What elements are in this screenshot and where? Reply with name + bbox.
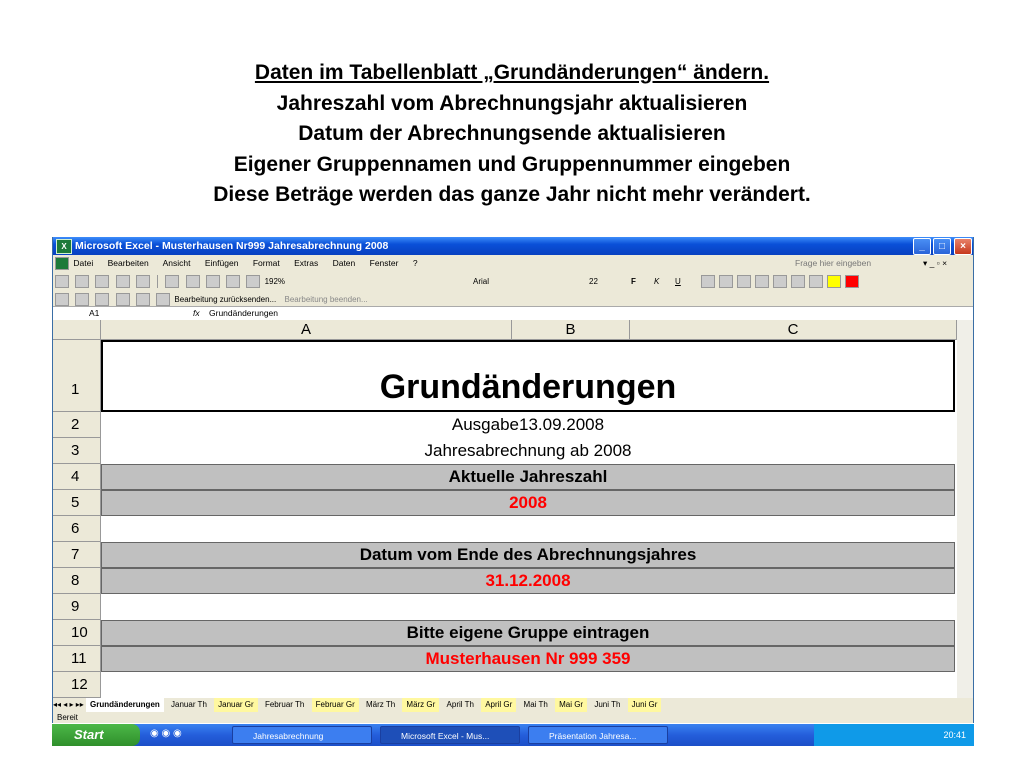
review-icon-3[interactable] (95, 293, 109, 306)
row-header-7[interactable]: 7 (53, 542, 101, 568)
tab-mai-th[interactable]: Mai Th (523, 700, 548, 709)
task-jahresabrechnung[interactable]: Jahresabrechnung (232, 726, 372, 744)
font-color-icon[interactable] (845, 275, 859, 288)
review-icon-5[interactable] (136, 293, 150, 306)
instruction-line-1: Daten im Tabellenblatt „Grundänderungen“ ändern. (254, 61, 770, 84)
undo-icon[interactable] (165, 275, 179, 288)
sheet-tab-bar (53, 698, 973, 712)
close-button[interactable]: × (954, 238, 972, 255)
status-bar: Bereit (57, 713, 78, 722)
tab-februar-th[interactable]: Februar Th (264, 700, 305, 709)
review-icon-2[interactable] (75, 293, 89, 306)
menu-daten[interactable]: Daten (332, 258, 356, 268)
taskbar (52, 724, 974, 746)
fill-color-icon[interactable] (827, 275, 841, 288)
reply-changes-button[interactable]: Bearbeitung zurücksenden... (174, 295, 277, 304)
task-praesentation[interactable]: Präsentation Jahresa... (528, 726, 668, 744)
underline-button[interactable]: U (675, 277, 681, 286)
menu-bearbeiten[interactable]: Bearbeiten (107, 258, 149, 268)
align-right-icon[interactable] (737, 275, 751, 288)
workbook-icon[interactable] (55, 257, 69, 270)
column-header-c[interactable]: C (630, 320, 957, 340)
doc-window-controls[interactable]: ▾ _ ▫ × (923, 258, 948, 268)
menu-format[interactable]: Format (252, 258, 280, 268)
row-header-8[interactable]: 8 (53, 568, 101, 594)
euro-icon[interactable] (773, 275, 787, 288)
menu-extras[interactable]: Extras (294, 258, 319, 268)
alignment-icons[interactable] (699, 272, 861, 291)
select-all-corner[interactable] (53, 320, 101, 340)
italic-button[interactable]: K (654, 277, 660, 286)
tab-januar-th[interactable]: Januar Th (171, 700, 207, 709)
sum-icon[interactable] (206, 275, 220, 288)
zoom-select[interactable]: 192% (264, 277, 286, 286)
tab-maerz-gr[interactable]: März Gr (402, 698, 439, 712)
end-review-button[interactable]: Bearbeitung beenden... (284, 295, 368, 304)
vertical-scrollbar[interactable] (957, 320, 973, 698)
align-left-icon[interactable] (701, 275, 715, 288)
tab-mai-gr[interactable]: Mai Gr (555, 698, 587, 712)
column-header-b[interactable]: B (512, 320, 630, 340)
cell-a3-subtitle[interactable]: Jahresabrechnung ab 2008 (424, 441, 632, 460)
print-icon[interactable] (116, 275, 130, 288)
menu-help[interactable]: ? (412, 258, 418, 268)
menu-einfuegen[interactable]: Einfügen (204, 258, 239, 268)
excel-window (52, 237, 974, 723)
instruction-line-2: Jahreszahl vom Abrechnungsjahr aktualisieren (276, 91, 748, 115)
row-header-2[interactable]: 2 (53, 412, 101, 438)
preview-icon[interactable] (136, 275, 150, 288)
sort-icon[interactable] (226, 275, 240, 288)
bold-button[interactable]: F (631, 277, 636, 286)
new-icon[interactable] (55, 275, 69, 288)
minimize-button[interactable]: _ (913, 238, 931, 255)
save-icon[interactable] (95, 275, 109, 288)
system-tray (814, 724, 974, 746)
cell-a10-group-label[interactable]: Bitte eigene Gruppe eintragen (101, 620, 955, 646)
review-icon-1[interactable] (55, 293, 69, 306)
hyperlink-icon[interactable] (186, 275, 200, 288)
tab-juni-th[interactable]: Juni Th (594, 700, 621, 709)
tab-scroll-icons[interactable]: ◂◂ ◂ ▸ ▸▸ (53, 700, 84, 709)
menu-ansicht[interactable]: Ansicht (162, 258, 191, 268)
column-header-a[interactable]: A (101, 320, 512, 340)
maximize-button[interactable]: □ (933, 238, 951, 255)
align-center-icon[interactable] (719, 275, 733, 288)
font-name-select[interactable]: Arial (473, 277, 490, 286)
row-header-10[interactable]: 10 (53, 620, 101, 646)
formula-input[interactable]: Grundänderungen (209, 308, 279, 318)
indent-icon[interactable] (791, 275, 805, 288)
tab-februar-gr[interactable]: Februar Gr (312, 698, 359, 712)
help-search-input[interactable]: Frage hier eingeben (795, 258, 872, 268)
window-title: Microsoft Excel - Musterhausen Nr999 Jahresabrechnung 2008 (75, 240, 389, 252)
tab-juni-gr[interactable]: Juni Gr (628, 698, 662, 712)
font-size-select[interactable]: 22 (589, 277, 598, 286)
name-box[interactable]: A1 (89, 308, 100, 318)
tab-grundaenderungen[interactable]: Grundänderungen (86, 698, 164, 712)
menu-fenster[interactable]: Fenster (369, 258, 399, 268)
row-header-4[interactable]: 4 (53, 464, 101, 490)
title-bar[interactable] (53, 237, 973, 255)
merge-icon[interactable] (755, 275, 769, 288)
row-header-3[interactable]: 3 (53, 438, 101, 464)
cell-a11-group-value[interactable]: Musterhausen Nr 999 359 (101, 646, 955, 672)
review-icon-6[interactable] (156, 293, 170, 306)
tab-april-th[interactable]: April Th (446, 700, 474, 709)
instruction-line-4: Eigener Gruppennamen und Gruppennummer eingeben (233, 152, 791, 176)
fx-icon: fx (193, 308, 200, 318)
instruction-line-3: Datum der Abrechnungsende aktualisieren (298, 122, 726, 145)
row-header-1[interactable]: 1 (53, 340, 101, 412)
row-header-6[interactable]: 6 (53, 516, 101, 542)
review-icon-4[interactable] (116, 293, 130, 306)
standard-toolbar (53, 272, 973, 291)
row-header-11[interactable]: 11 (53, 646, 101, 672)
slide-instructions (0, 58, 1024, 211)
clock: 20:41 (943, 730, 966, 740)
open-icon[interactable] (75, 275, 89, 288)
start-button[interactable]: Start (52, 724, 140, 746)
tab-april-gr[interactable]: April Gr (481, 698, 516, 712)
quick-launch-icons[interactable]: ◉ ◉ ◉ (150, 728, 182, 739)
tab-januar-gr[interactable]: Januar Gr (214, 698, 258, 712)
menu-bar (53, 255, 973, 272)
menu-datei[interactable]: Datei (73, 258, 94, 268)
chart-icon[interactable] (246, 275, 260, 288)
formula-bar (53, 306, 973, 321)
cell-a2-edition[interactable]: Ausgabe13.09.2008 (451, 415, 605, 434)
task-excel[interactable]: Microsoft Excel - Mus... (380, 726, 520, 744)
row-header-9[interactable]: 9 (53, 594, 101, 620)
cell-a7-date-label[interactable]: Datum vom Ende des Abrechnungsjahres (101, 542, 955, 568)
cell-a4-year-label[interactable]: Aktuelle Jahreszahl (101, 464, 955, 490)
cell-a8-date-value[interactable]: 31.12.2008 (101, 568, 955, 594)
sheet-grid (53, 320, 957, 698)
row-header-5[interactable]: 5 (53, 490, 101, 516)
toolbar-separator (157, 275, 158, 288)
border-icon[interactable] (809, 275, 823, 288)
tab-maerz-th[interactable]: März Th (365, 700, 396, 709)
row-header-12[interactable]: 12 (53, 672, 101, 698)
cell-a5-year-value[interactable]: 2008 (101, 490, 955, 516)
instruction-line-5: Diese Beträge werden das ganze Jahr nicht mehr verändert. (213, 183, 811, 206)
cell-a1-title[interactable]: Grundänderungen (101, 340, 955, 412)
excel-icon: X (56, 239, 72, 254)
